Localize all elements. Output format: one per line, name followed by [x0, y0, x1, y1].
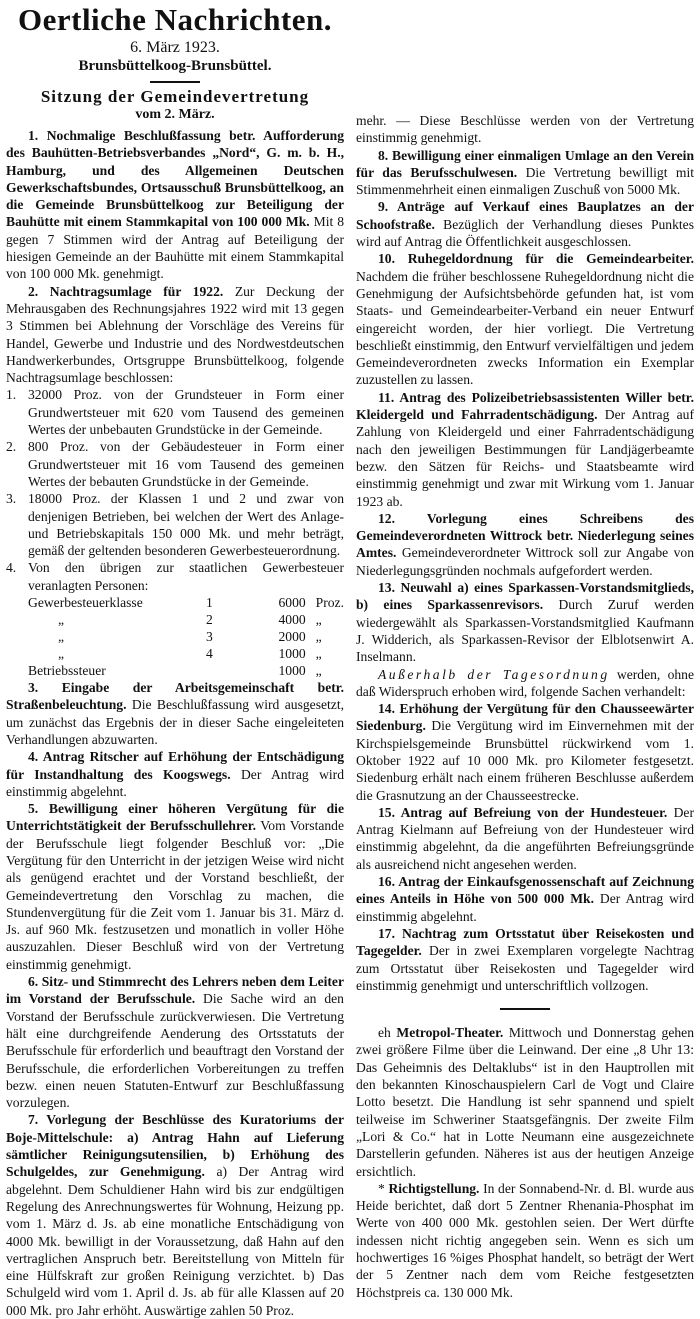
- agenda-item: [356, 147, 694, 199]
- item-body: Die Vertretung bewilligt mit Stimmenmehrheit einen einmaligen Zuschuß von 5000 Mk.: [356, 164, 694, 198]
- agenda-item: [356, 510, 694, 579]
- umlage-list: [6, 386, 344, 594]
- masthead: [6, 0, 344, 127]
- item-heading: 8. Bewilligung einer einmaligen Umlage an den Verein für das Berufsschulwesen.: [356, 147, 694, 180]
- agenda-item: [6, 748, 344, 800]
- item-body: Die Beschlußfassung wird ausgesetzt, um zunächst das Ergebnis der in dieser Sache eingeleiteten Verhandlungen abzuwarten.: [6, 697, 345, 747]
- spaced-heading: Außerhalb der Tagesordnung: [378, 666, 610, 682]
- section-title: Oertliche Nachrichten.: [17, 2, 333, 37]
- list-text: 18000 Proz. der Klassen 1 und 2 und zwar von denjenigen Betrieben, bei welchen der Wert des Anlage- und Betriebskapitals 150 000 Mk. und mehr beträgt, gemäß der geltenden besonderen Gewerbesteuerordnung.: [28, 491, 344, 559]
- item-heading: 11. Antrag des Polizeibetriebsassistenten Willer betr. Kleidergeld und Fahrradentschädigung.: [356, 389, 694, 423]
- agenda-item: [356, 700, 694, 804]
- agenda-item: [356, 389, 694, 510]
- list-item: [6, 438, 344, 490]
- item-heading: 10. Ruhegeldordnung für die Gemeindearbeiter.: [378, 251, 694, 267]
- left-page-half: [6, 0, 344, 1319]
- item-body: a) Der Antrag wird abgelehnt. Dem Schuldiener Hahn wird bis zur endgültigen Regelung des Anrechnungswertes für Wohnung, Heizung pp. vom 1. März d. Js. ab eine monatliche Entschädigung von 4000 Mk. bewilligt in der Voraussetzung, daß Hahn auf den vertraglichen Anspruch betr. Bereitstellung von Mitteln für eine Hülfskraft zur großen Reinigung verzichtet. b) Das Schulgeld wird vom 1. April d. Js. ab für alle Klassen auf 20 000 Mk. pro Jahr erhöht. Auswärtige zahlen 50 Proz.: [6, 1164, 344, 1318]
- cell: „: [315, 663, 322, 679]
- list-number: 1.: [6, 387, 17, 403]
- cell: „: [58, 629, 65, 645]
- cell: „: [315, 646, 322, 662]
- item-heading: 15. Antrag auf Befreiung von der Hundesteuer.: [378, 804, 668, 820]
- item-heading: 12. Vorlegung eines Schreibens des Gemeindeverordneten Wittrock betr. Niederlegung seines Amtes.: [356, 510, 694, 561]
- cell: Gewerbesteuerklasse: [28, 595, 143, 611]
- tax-rate-table: [28, 594, 344, 679]
- item-body: Zur Deckung der Mehrausgaben des Rechnungsjahres 1922 wird mit 13 gegen 3 Stimmen bei Ablehnung der Vorschläge des Vereins für Handel, Gewerbe und Industrie und des Nordwestdeutschen Handwerkerbundes, Ortsgruppe Brunsbüttelkoog, folgende Nachtragsumlage beschlossen:: [6, 283, 344, 386]
- item-body: Gemeindeverordneter Wittrock soll zur Angabe von Niederlegungsgründen nochmals aufgefordert werden.: [356, 545, 695, 578]
- agenda-item: [6, 1111, 344, 1319]
- agenda-item: [356, 804, 694, 873]
- item-body: Der Antrag wird einstimmig abgelehnt.: [6, 766, 345, 799]
- table-row: [28, 628, 344, 645]
- item-heading: 1. Nochmalige Beschlußfassung betr. Aufforderung des Bauhütten-Betriebsverbandes „Nord“, G. m. b. H., Hamburg, und des Allgemeinen Deutschen Gewerkschaftsbundes, Ortsausschuß Brunsbüttelkoog, an die Gemeinde Brunsbüttelkoog zur Beteiligung der Bauhütte mit einem Stammkapital von 100 000 Mk.: [6, 128, 344, 230]
- item-heading: 4. Antrag Ritscher auf Erhöhung der Entschädigung für Instandhaltung des Koogswegs.: [6, 749, 344, 782]
- item-body: Die Vergütung wird im Einvernehmen mit der Kirchspielsgemeinde Brunsbüttel rückwirkend vom 1. Oktober 1922 auf 10 000 Mk. pro Kilometer festgesetzt. Siedenburg erhält nach einem früheren Beschlusse außerdem die Grasnutzung an der Chausseestrecke.: [356, 718, 694, 803]
- notice-heading: Metropol-Theater.: [396, 1025, 504, 1041]
- article-date: vom 2. März.: [135, 107, 215, 122]
- table-row: [28, 594, 344, 611]
- list-item: [6, 559, 344, 594]
- item-continuation: mehr. — Diese Beschlüsse werden von der Vertretung einstimmig genehmigt.: [356, 113, 694, 146]
- asterisk-mark: *: [378, 1180, 389, 1196]
- item-body: Der Antrag wird einstimmig abgelehnt.: [356, 891, 695, 924]
- list-item: [6, 490, 344, 559]
- item-heading: 13. Neuwahl a) eines Sparkassen-Vorstandsmitglieds, b) eines Sparkassenrevisors.: [356, 580, 694, 613]
- item-body: Mit 8 gegen 7 Stimmen wird der Antrag auf Beteiligung der hiesigen Gemeinde an der Bauhütte mit einem Stammkapital von 100 000 Mk. genehmigt.: [6, 214, 344, 282]
- theater-notice: [356, 1024, 694, 1180]
- agenda-item: [6, 800, 344, 973]
- item-heading: 14. Erhöhung der Vergütung für den Chausseewärter Siedenburg.: [356, 701, 694, 734]
- agenda-item: [6, 127, 344, 283]
- cell: 1000: [278, 663, 306, 679]
- list-item: [6, 386, 344, 438]
- agenda-item: [356, 579, 694, 665]
- cell: Betriebssteuer: [28, 663, 106, 679]
- locality-heading: Brunsbüttelkoog-Brunsbüttel.: [78, 58, 272, 74]
- item-heading: 5. Bewilligung einer höheren Vergütung für die Unterrichtstätigkeit der Berufsschullehrer.: [6, 801, 344, 834]
- left-column: [6, 127, 344, 1319]
- divider: [500, 1008, 550, 1010]
- item-heading: 7. Vorlegung der Beschlüsse des Kuratoriums der Boje-Mittelschule: a) Antrag Hahn auf Lieferung sämtlicher Reinigungsutensilien, b) Erhöhung des Schulgeldes, zur Genehmigung.: [6, 1112, 344, 1180]
- item-body: Die Sache wird an den Vorstand der Berufsschule zurückverwiesen. Die Vertretung hält eine durchgreifende Aenderung des Ortsstatuts der Berufsschule für erforderlich und beauftragt den Vorstand der Berufsschule, die erforderlichen Vorbereitungen zu treffen bezw. einen neuen Statuten-Entwurf zur Beschlußfassung vorzulegen.: [6, 991, 344, 1111]
- list-text: Von den übrigen zur staatlichen Gewerbesteuer veranlagten Personen:: [28, 560, 344, 593]
- cell: „: [315, 612, 322, 628]
- item-body: Bezüglich der Verhandlung dieses Punktes wird auf Antrag die Öffentlichkeit ausgeschlossen.: [356, 216, 694, 250]
- list-text: 800 Proz. von der Gebäudesteuer in Form einer Grundwertsteuer mit 16 vom Tausend des gemeinen Wertes der bebauten Grundstücke in der Gemeinde.: [28, 439, 344, 489]
- cell: 4: [206, 646, 213, 662]
- correction-notice: [356, 1180, 694, 1301]
- author-mark: eh: [378, 1025, 397, 1041]
- agenda-item: [356, 250, 694, 388]
- item-heading: 2. Nachtragsumlage für 1922.: [28, 283, 224, 299]
- agenda-item: [6, 973, 344, 1111]
- item-body: Der in zwei Exemplaren vorgelegte Nachtrag zum Ortsstatut über Reisekosten und Tagegelder wird einstimmig genehmigt und unterschriftlich vollzogen.: [356, 943, 694, 993]
- item-heading: 3. Eingabe der Arbeitsgemeinschaft betr. Straßenbeleuchtung.: [6, 680, 344, 713]
- item-body: Der Antrag auf Zahlung von Kleidergeld und einer Fahrradentschädigung nach den jeweiligen Bestimmungen für Landjägerbeamte bezw. den Sätzen für Reichs- und Staatsbeamte wird einstimmig genehmigt und zwar mit Wirkung vom 1. Januar 1923 ab.: [356, 407, 694, 509]
- agenda-item: [356, 925, 694, 994]
- article-title: Sitzung der Gemeindevertretung: [40, 87, 310, 106]
- cell: Proz.: [315, 595, 344, 611]
- cell: 4000: [278, 612, 306, 628]
- agenda-item: [356, 198, 694, 250]
- item-heading: 6. Sitz- und Stimmrecht des Lehrers neben dem Leiter im Vorstand der Berufsschule.: [6, 974, 344, 1007]
- item-heading: 16. Antrag der Einkaufsgenossenschaft auf Zeichnung eines Anteils in Höhe von 500 000 Mk.: [356, 874, 694, 907]
- issue-date: 6. März 1923.: [130, 39, 220, 56]
- cell: „: [58, 646, 65, 662]
- agenda-item: [356, 873, 694, 925]
- list-number: 2.: [6, 439, 17, 455]
- right-column: [356, 112, 694, 1301]
- notice-body: In der Sonnabend-Nr. d. Bl. wurde aus Heide berichtet, daß dort 5 Zentner Rhenania-Phosphat im Werte von 400 000 Mk. gestohlen seien. Der Wert dürfte indessen nicht richtig angegeben sein. Wenn es sich um hochwertiges 16 %iges Phosphat handelt, so beträgt der Wert der 5 Zentner nach dem vom Reiche festgesetzten Höchstpreis ca. 130 000 Mk.: [356, 1180, 694, 1300]
- cell: „: [315, 629, 322, 645]
- cell: 6000: [278, 595, 306, 611]
- cell: 1: [206, 595, 213, 611]
- list-number: 4.: [6, 560, 17, 576]
- notice-body: Mittwoch und Donnerstag gehen zwei größere Filme über die Leinwand. Der eine „8 Uhr 13: Das Geheimnis des Deltaklubs“ ist in den Hauptrollen mit den bekannten Kinoschauspielern Carl de Vogt und Claire Lotto besetzt. Die Handlung ist sehr spannend und spielt teilweise im Schweriner Staatsgefängnis. Der zweite Film „Lori & Co.“ hat in Lotte Neumann eine ausgezeichnete Darstellerin gefunden. Näheres ist aus der heutigen Anzeige ersichtlich.: [356, 1025, 694, 1179]
- cell: 3: [206, 629, 213, 645]
- notice-heading: Richtigstellung.: [388, 1180, 480, 1196]
- cell: 2: [206, 612, 213, 628]
- table-row: [28, 611, 344, 628]
- divider: [150, 81, 200, 83]
- table-row: [28, 645, 344, 662]
- item-body: Durch Zuruf werden wiedergewählt als Sparkassen-Vorstandsmitglied Kaufmann J. Widderich, als Sparkassen-Revisor der Elblotsenwirt A. Inselmann.: [356, 597, 694, 665]
- note-text: werden, ohne daß Widerspruch erhoben wird, folgende Sachen verhandelt:: [356, 666, 695, 699]
- cell: 1000: [278, 646, 306, 662]
- item-heading: 17. Nachtrag zum Ortsstatut über Reisekosten und Tagegelder.: [356, 925, 694, 959]
- list-number: 3.: [6, 491, 17, 507]
- cell: [206, 662, 250, 679]
- list-text: 32000 Proz. von der Grundsteuer in Form einer Grundwertsteuer mit 620 vom Tausend des gemeinen Wertes der unbebauten Grundstücke in der Gemeinde.: [28, 387, 344, 438]
- cell: 2000: [278, 629, 306, 645]
- item-body: Vom Vorstande der Berufsschule liegt folgender Beschluß vor: „Die Vergütung für den Unterricht in der jetzigen Weise wird nicht als genügend erachtet und der Vorstand beschließt, der Gemeindevertretung den Vorschlag zu machen, die Stundenvergütung für die Zeit vom 1. Januar bis 31. März d. Js. auf 960 Mk. festzusetzen und monatlich in voller Höhe auszuzahlen. Dieser Beschluß wird von der Vertretung einstimmig genehmigt.: [6, 818, 345, 972]
- outside-agenda-note: [356, 666, 694, 701]
- cell: „: [58, 612, 65, 628]
- item-body: Nachdem die früher beschlossene Ruhegeldordnung nicht die Genehmigung der Aufsichtsbehörde gefunden hat, ist vom Staats- und Gemeindearbeiter-Verband ein neuer Entwurf eingereicht worden, der hier vorliegt. Die Vertretung beschließt einstimmig, den Entwurf vervielfältigen und jedem Gemeindeverordneten zwecks Information ein Exemplar zuzustellen zu lassen.: [356, 268, 694, 388]
- item-body: Der Antrag Kielmann auf Befreiung von der Hundesteuer wird einstimmig abgelehnt, da die angeführten Befreiungsgründe als ausreichend nicht angesehen werden.: [356, 804, 694, 872]
- table-row: [28, 662, 344, 679]
- agenda-item: [6, 679, 344, 748]
- agenda-item: [6, 283, 344, 387]
- item-heading: 9. Anträge auf Verkauf eines Bauplatzes an der Schoofstraße.: [356, 199, 694, 232]
